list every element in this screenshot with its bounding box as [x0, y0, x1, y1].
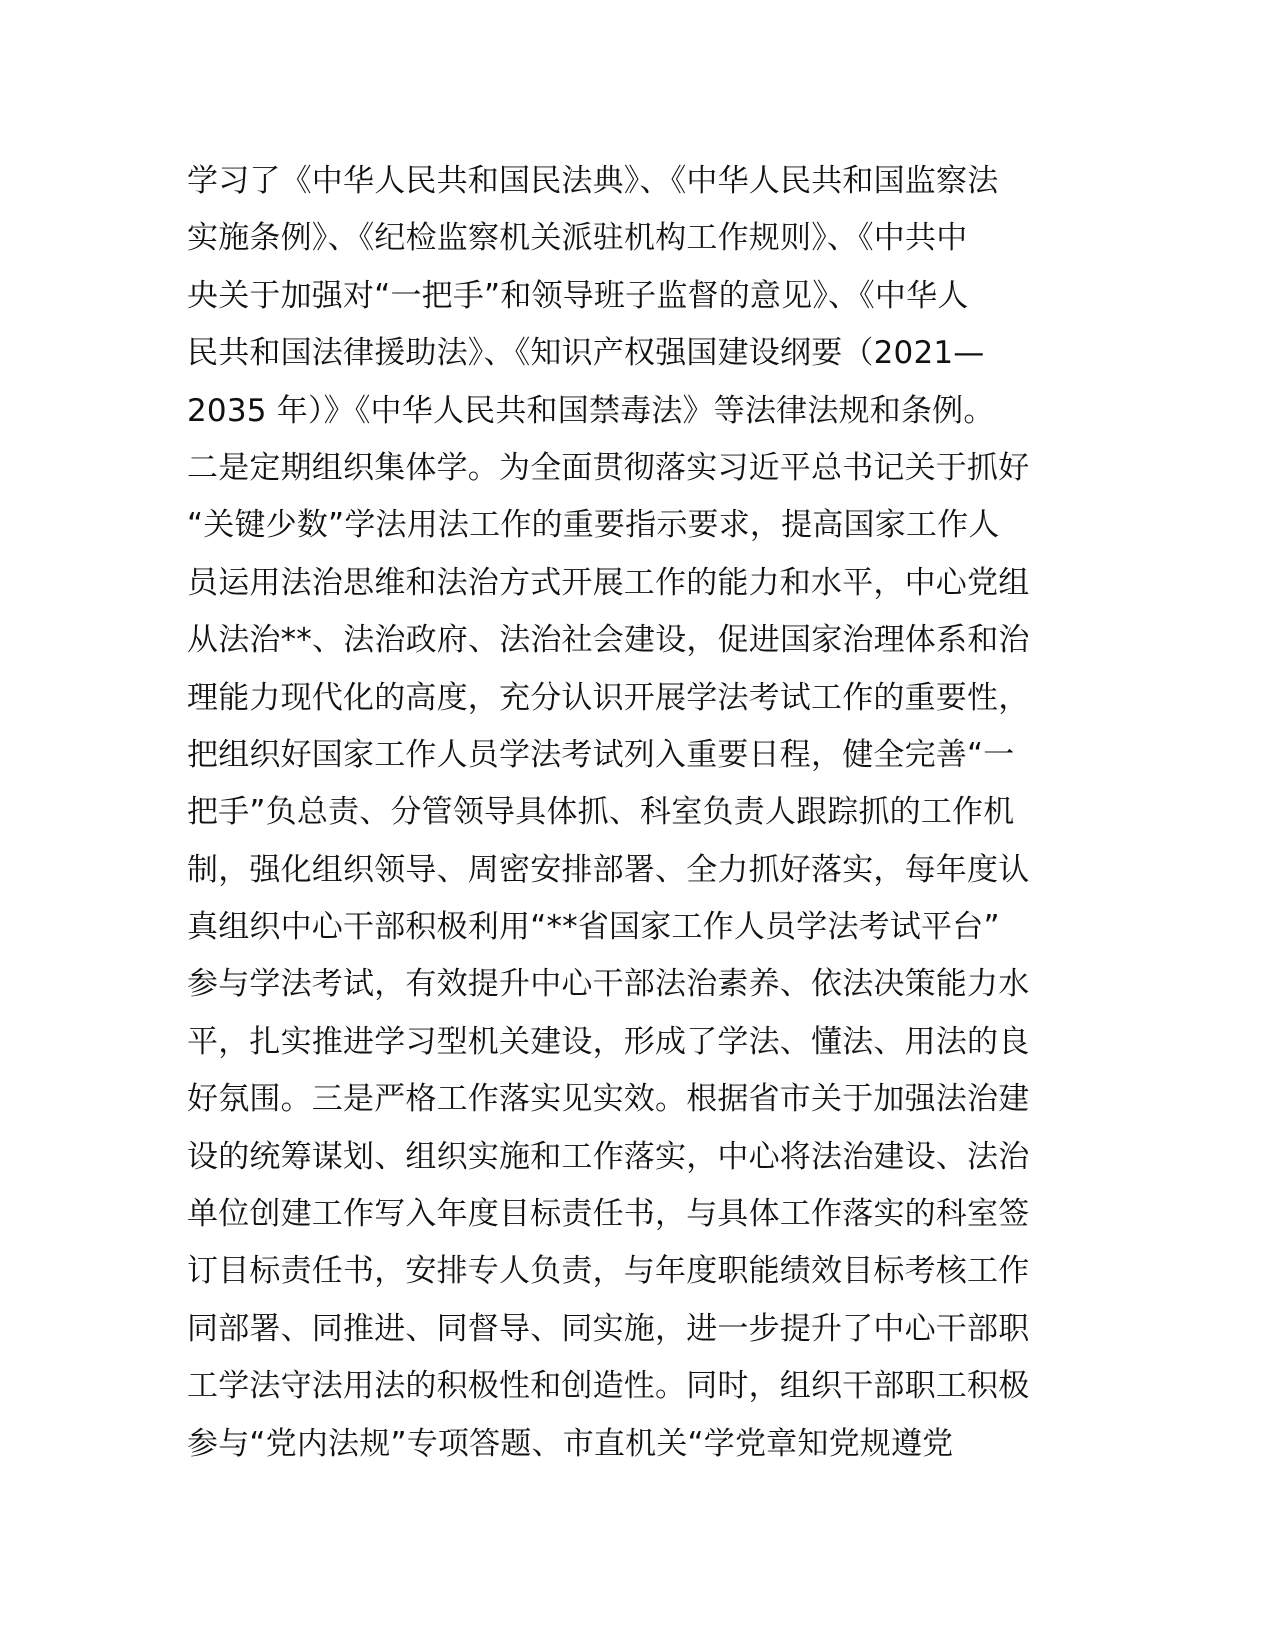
text-line: 参与学法考试，有效提升中心干部法治素养、依法决策能力水 [187, 966, 1030, 1003]
text-line: 2035 年）》《中华人民共和国禁毒法》等法律法规和条例。 [187, 392, 995, 429]
text-line: 员运用法治思维和法治方式开展工作的能力和水平，中心党组 [187, 564, 1030, 601]
text-line: 平，扎实推进学习型机关建设，形成了学法、懂法、用法的良 [187, 1023, 1030, 1060]
text-line: 实施条例》、《纪检监察机关派驻机构工作规则》、《中共中 [187, 220, 968, 257]
text-line: 学习了《中华人民共和国民法典》、《中华人民共和国监察法 [187, 163, 999, 199]
text-line: 理能力现代化的高度，充分认识开展学法考试工作的重要性， [187, 679, 1030, 716]
text-line: 把组织好国家工作人员学法考试列入重要日程，健全完善“一 [187, 736, 1015, 773]
text-line: 订目标责任书，安排专人负责，与年度职能绩效目标考核工作 [187, 1253, 1030, 1290]
text-line: 制，强化组织领导、周密安排部署、全力抓好落实，每年度认 [187, 851, 1030, 888]
text-line: 同部署、同推进、同督导、同实施，进一步提升了中心干部职 [187, 1310, 1030, 1347]
text-line: 单位创建工作写入年度目标责任书，与具体工作落实的科室签 [187, 1196, 1030, 1233]
text-line: 工学法守法用法的积极性和创造性。同时，组织干部职工积极 [187, 1368, 1030, 1405]
body-text [187, 153, 1087, 1473]
text-line: 央关于加强对“一把手”和领导班子监督的意见》、《中华人 [187, 277, 969, 314]
text-line: 真组织中心干部积极利用“**省国家工作人员学法考试平台” [187, 909, 1000, 946]
text-line: 好氛围。三是严格工作落实见实效。根据省市关于加强法治建 [187, 1081, 1030, 1118]
text-line: 民共和国法律援助法》、《知识产权强国建设纲要（2021— [187, 335, 985, 372]
text-line: “关键少数”学法用法工作的重要指示要求，提高国家工作人 [187, 507, 1000, 544]
text-line: 从法治**、法治政府、法治社会建设，促进国家治理体系和治 [187, 622, 1030, 659]
text-line: 把手”负总责、分管领导具体抓、科室负责人跟踪抓的工作机 [187, 794, 1015, 831]
text-line: 二是定期组织集体学。为全面贯彻落实习近平总书记关于抓好 [187, 449, 1030, 486]
text-line: 设的统筹谋划、组织实施和工作落实，中心将法治建设、法治 [187, 1138, 1030, 1175]
text-line: 参与“党内法规”专项答题、市直机关“学党章知党规遵党 [187, 1425, 954, 1462]
